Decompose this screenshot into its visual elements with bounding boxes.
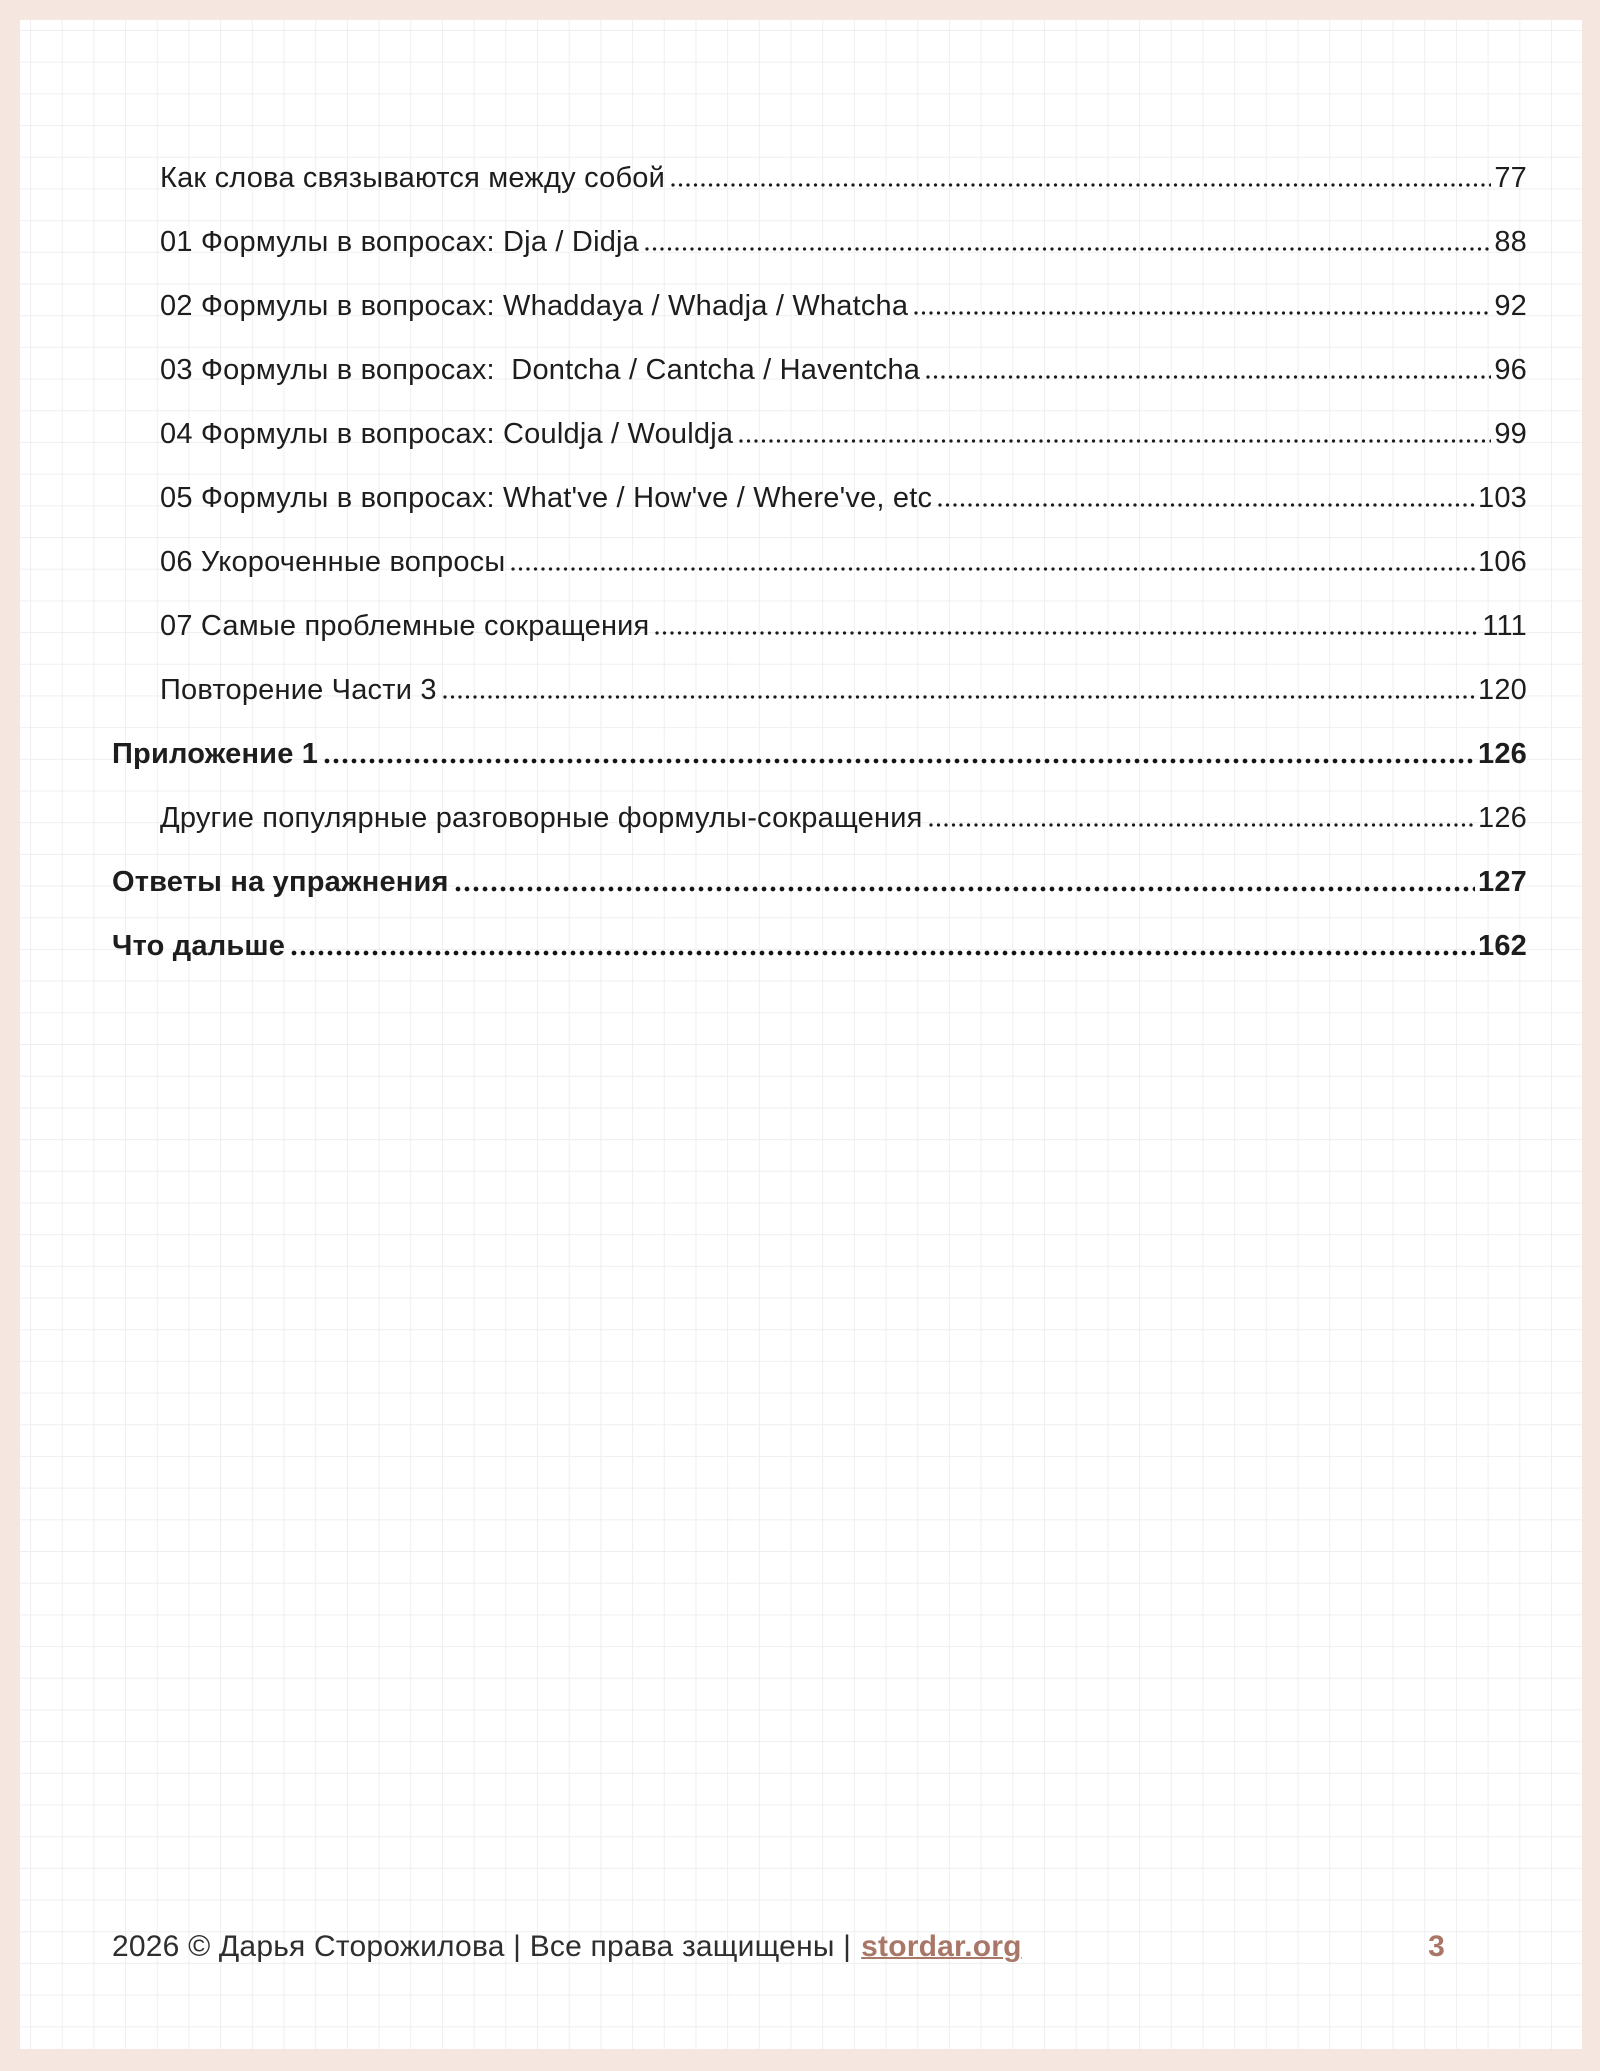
toc-entry[interactable] xyxy=(112,868,1527,897)
toc-entry-label: 01 Формулы в вопросах: Dja / Didja xyxy=(160,226,640,258)
dotted-leader xyxy=(323,757,1475,765)
toc-entry-page: 120 xyxy=(1478,674,1527,706)
dotted-leader xyxy=(290,949,1475,957)
dotted-leader xyxy=(928,821,1475,829)
toc-entry-label: Что дальше xyxy=(112,930,286,962)
toc-entry[interactable] xyxy=(160,612,1527,641)
dotted-leader xyxy=(454,885,1475,893)
site-link[interactable]: stordar.org xyxy=(861,1930,1022,1963)
toc-entry-label: 04 Формулы в вопросах: Couldja / Wouldja xyxy=(160,418,734,450)
toc-entry[interactable] xyxy=(160,356,1527,385)
toc-entry-label: 07 Самые проблемные сокращения xyxy=(160,610,650,642)
dotted-leader xyxy=(442,693,1475,701)
toc-entry-page: 126 xyxy=(1478,738,1527,770)
toc-entry-page: 106 xyxy=(1478,546,1527,578)
toc-entry-label: 06 Укороченные вопросы xyxy=(160,546,506,578)
page-sheet xyxy=(20,20,1582,2049)
dotted-leader xyxy=(913,309,1491,317)
toc-entry-label: Приложение 1 xyxy=(112,738,319,770)
dotted-leader xyxy=(510,565,1475,573)
copyright-text: 2026 © Дарья Сторожилова | Все права защищены | xyxy=(112,1930,852,1963)
toc-entry-page: 92 xyxy=(1494,290,1527,322)
dotted-leader xyxy=(925,373,1491,381)
dotted-leader xyxy=(670,181,1491,189)
dotted-leader xyxy=(654,629,1479,637)
toc-entry-page: 77 xyxy=(1494,162,1527,194)
toc-entry-page: 162 xyxy=(1478,930,1527,962)
page-number: 3 xyxy=(1428,1930,1445,1963)
toc-entry[interactable] xyxy=(160,164,1527,193)
table-of-contents xyxy=(112,164,1527,996)
toc-entry-label: Как слова связываются между собой xyxy=(160,162,665,194)
toc-entry-page: 88 xyxy=(1494,226,1527,258)
toc-entry[interactable] xyxy=(160,548,1527,577)
toc-entry-label: 05 Формулы в вопросах: What've / How've / Where've, etc xyxy=(160,482,933,514)
toc-entry-label: Другие популярные разговорные формулы-сокращения xyxy=(160,802,923,834)
page-footer xyxy=(112,1931,1445,1963)
toc-entry-page: 111 xyxy=(1482,610,1527,642)
toc-entry-page: 96 xyxy=(1494,354,1527,386)
toc-entry[interactable] xyxy=(160,804,1527,833)
toc-entry-label: 03 Формулы в вопросах: Dontcha / Cantcha / Haventcha xyxy=(160,354,921,386)
dotted-leader xyxy=(644,245,1491,253)
toc-entry[interactable] xyxy=(160,292,1527,321)
toc-entry-label: Ответы на упражнения xyxy=(112,866,449,898)
toc-entry-label: Повторение Части 3 xyxy=(160,674,437,706)
dotted-leader xyxy=(937,501,1475,509)
toc-entry[interactable] xyxy=(112,740,1527,769)
toc-entry[interactable] xyxy=(160,228,1527,257)
toc-entry[interactable] xyxy=(112,932,1527,961)
toc-entry-label: 02 Формулы в вопросах: Whaddaya / Whadja / Whatcha xyxy=(160,290,909,322)
toc-entry-page: 99 xyxy=(1494,418,1527,450)
copyright-line xyxy=(112,1931,1022,1963)
toc-entry[interactable] xyxy=(160,676,1527,705)
toc-entry[interactable] xyxy=(160,484,1527,513)
toc-entry[interactable] xyxy=(160,420,1527,449)
toc-entry-page: 103 xyxy=(1478,482,1527,514)
toc-entry-page: 126 xyxy=(1478,802,1527,834)
toc-entry-page: 127 xyxy=(1478,866,1527,898)
dotted-leader xyxy=(738,437,1491,445)
